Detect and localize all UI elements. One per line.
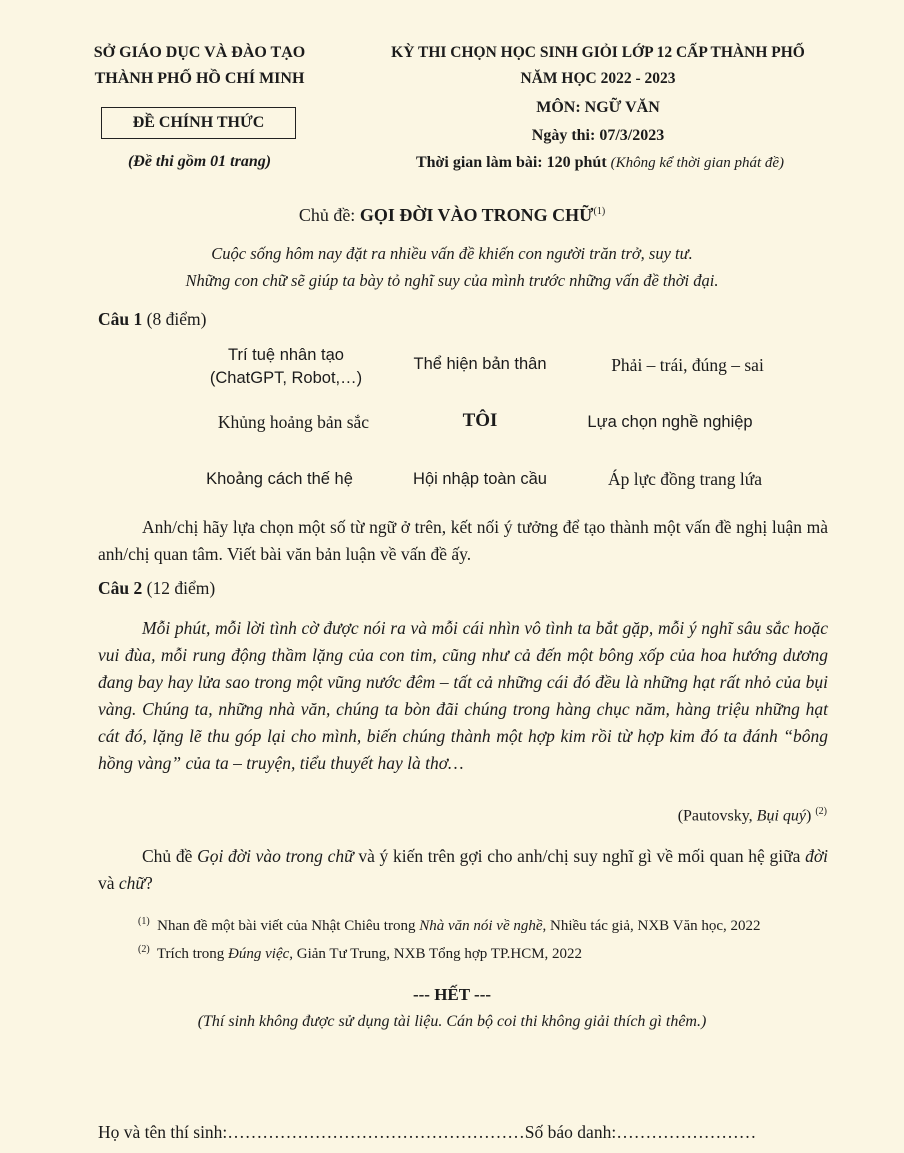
theme-footnote-ref: (1): [593, 206, 606, 217]
q2-prompt-part2: và ý kiến trên gợi cho anh/chị suy nghĩ gì về mối quan hệ giữa: [353, 846, 806, 866]
subject: MÔN: NGỮ VĂN: [536, 99, 660, 116]
keyword-global-integration: Hội nhập toàn cầu: [413, 470, 547, 488]
official-label: ĐỀ CHÍNH THỨC: [132, 114, 265, 131]
source-title: Bụi quý: [756, 807, 806, 825]
candidate-name-dots: ……………………………………………: [227, 1122, 525, 1142]
keyword-generation-gap: Khoảng cách thế hệ: [206, 470, 353, 488]
theme-prefix: Chủ đề:: [298, 205, 360, 225]
footnote-1: [138, 916, 761, 935]
official-exam-badge: [101, 107, 296, 139]
candidate-name-label: Họ và tên thí sinh:: [98, 1122, 228, 1142]
keyword-ai-line1: Trí tuệ nhân tạo: [228, 346, 344, 364]
q2-prompt-part1: Chủ đề: [142, 846, 198, 866]
footnote-1-pre: Nhan đề một bài viết của Nhật Chiêu trong: [157, 918, 420, 934]
school-year: NĂM HỌC 2022 - 2023: [520, 70, 676, 87]
q2-quote-source: [678, 806, 827, 825]
exam-title: KỲ THI CHỌN HỌC SINH GIỎI LỚP 12 CẤP THÀNH PHỐ: [391, 44, 805, 61]
keyword-career-choice: Lựa chọn nghề nghiệp: [587, 413, 753, 431]
q1-points: (8 điểm): [146, 309, 207, 329]
candidate-id-dots: ……………………: [616, 1122, 757, 1142]
keyword-self-expression: Thể hiện bản thân: [413, 355, 547, 373]
time-label: Thời gian làm bài: 120 phút: [415, 154, 607, 171]
city-name: THÀNH PHỐ HỒ CHÍ MINH: [94, 70, 305, 87]
theme-intro-line2: Những con chữ sẽ giúp ta bày tỏ nghĩ suy của mình trước những vấn đề thời đại.: [185, 271, 719, 290]
source-end: ): [806, 807, 812, 825]
keyword-ai: [196, 346, 376, 388]
theme-heading: [0, 205, 904, 226]
q2-prompt-part4: ?: [144, 873, 153, 893]
exam-date: Ngày thi: 07/3/2023: [531, 127, 665, 144]
end-marker: --- HẾT ---: [412, 985, 492, 1004]
footnote-1-post: , Nhiều tác giả, NXB Văn học, 2022: [542, 918, 761, 934]
footnote-2-book: Đúng việc: [228, 946, 290, 962]
q2-prompt-chu: chữ: [118, 873, 145, 893]
q2-heading: [98, 578, 215, 599]
footnote-2: [138, 944, 582, 963]
end-note: (Thí sinh không được sử dụng tài liệu. Cán bộ coi thi không giải thích gì thêm.): [197, 1013, 707, 1030]
source-footnote-ref: (2): [815, 806, 827, 817]
keyword-peer-pressure: Áp lực đồng trang lứa: [607, 469, 763, 489]
q2-points: (12 điểm): [146, 578, 216, 598]
q2-prompt-theme: Gọi đời vào trong chữ: [197, 846, 354, 866]
time-note: (Không kể thời gian phát đề): [610, 155, 785, 171]
department-name: SỞ GIÁO DỤC VÀ ĐÀO TẠO: [93, 44, 306, 61]
source-author: (Pautovsky,: [677, 807, 757, 825]
theme-intro-line1: Cuộc sống hôm nay đặt ra nhiều vấn đề khiến con người trăn trở, suy tư.: [211, 244, 693, 263]
keyword-center-toi: TÔI: [462, 410, 498, 431]
footnote-1-mark: (1): [138, 916, 150, 927]
candidate-info-line: [98, 1122, 756, 1143]
footnote-2-pre: Trích trong: [156, 946, 229, 962]
keyword-ai-line2: (ChatGPT, Robot,…): [209, 369, 363, 387]
q2-prompt-doi: đời: [805, 846, 829, 866]
theme-title: GỌI ĐỜI VÀO TRONG CHỮ: [359, 205, 594, 225]
page-note: (Đề thi gồm 01 trang): [127, 153, 272, 170]
footnote-1-book: Nhà văn nói về nghề: [419, 918, 543, 934]
keyword-right-wrong: Phải – trái, đúng – sai: [611, 355, 764, 375]
q2-quote: Mỗi phút, mỗi lời tình cờ được nói ra và mỗi cái nhìn vô tình ta bắt gặp, mỗi ý nghĩ sâu sắc hoặc vui đùa, mỗi rung động thầm lặng của con tim, cũng như cả đến một bông xốp của hoa hướng dương đang bay hay lửa sao trong một vũng nước đêm – tất cả những cái đó đều là những hạt rất nhỏ của bụi vàng. Chúng ta, những nhà văn, chúng ta bòn đãi chúng trong hàng chục năm, hàng triệu những hạt cát đó, lặng lẽ thu góp lại cho mình, biến chúng thành một hợp kim rồi từ hợp kim đó ta đánh “bông hồng vàng” của ta – truyện, tiểu thuyết hay là thơ…: [98, 618, 828, 773]
footnote-2-post: , Giản Tư Trung, NXB Tổng hợp TP.HCM, 2022: [289, 946, 583, 962]
q1-prompt: Anh/chị hãy lựa chọn một số từ ngữ ở trên, kết nối ý tưởng để tạo thành một vấn đề nghị luận mà anh/chị quan tâm. Viết bài văn bản luận về vấn đề ấy.: [98, 517, 828, 564]
q2-prompt-part3: và: [98, 873, 119, 893]
candidate-id-label: Số báo danh:: [524, 1122, 617, 1142]
q1-label: Câu 1: [98, 309, 143, 329]
time-line: [340, 154, 860, 172]
footnote-2-mark: (2): [138, 944, 150, 955]
q2-label: Câu 2: [98, 578, 143, 598]
q2-prompt: [98, 843, 828, 897]
keyword-identity-crisis: Khủng hoảng bản sắc: [217, 412, 370, 432]
q1-heading: [98, 309, 206, 330]
